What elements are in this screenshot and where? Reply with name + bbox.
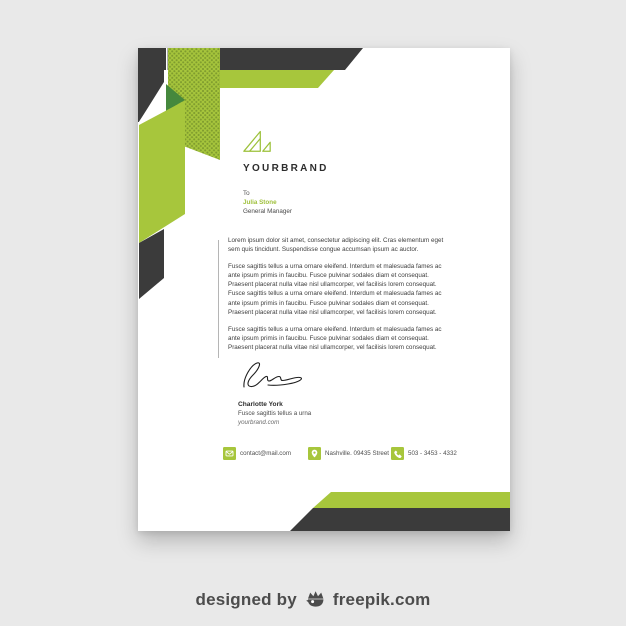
top-green-band: [178, 70, 334, 88]
credit-prefix: designed by: [195, 590, 297, 609]
bottom-green-stripe: [313, 492, 510, 508]
brand-block: [243, 128, 329, 174]
contact-phone-text: 503 - 3453 - 4332: [408, 450, 457, 457]
left-dark-column: [138, 48, 164, 122]
lower-dark-column: [139, 229, 164, 299]
recipient-title: General Manager: [243, 208, 293, 215]
credit-brand: freepik.com: [332, 590, 431, 609]
signer-name: Charlotte York: [238, 401, 283, 408]
paragraph-1: Lorem ipsum dolor sit amet, consectetur adipiscing elit. Cras elementum eget sem quis tincidunt. Suspendisse congue accumsan ipsum ac auctor.: [228, 237, 444, 254]
contact-row: [138, 447, 510, 463]
letter-page: [138, 48, 510, 531]
fold-dark-green-triangle: [166, 84, 185, 111]
recipient-label: To: [243, 190, 250, 197]
contact-email-text: contact@mail.com: [240, 450, 291, 457]
contact-address: [308, 447, 389, 460]
contact-email: [223, 447, 291, 460]
contact-phone: [391, 447, 457, 460]
recipient-name: Julia Stone: [243, 199, 277, 206]
phone-icon: [391, 447, 404, 460]
signer-tagline: Fusce sagittis tellus a urna: [238, 410, 312, 417]
green-ribbon: [139, 101, 185, 244]
mountain-chart-icon: [243, 128, 271, 154]
white-seam-diagonal: [139, 83, 166, 124]
paragraph-3: Fusce sagittis tellus a urna ornare eleifend. Interdum et malesuada fames ac ante ipsum primis in faucibu. Fusce pulvinar sodales diam et consequat. Praesent placerat nulla vitae nisl ullamcorper, vel facilisis lorem consequat.: [228, 325, 442, 351]
brand-name: YOURBRAND: [243, 163, 329, 174]
signature-block: [238, 360, 311, 426]
top-dark-band: [138, 48, 363, 70]
credit-line: [0, 585, 626, 615]
handwritten-signature: [238, 360, 310, 394]
bottom-dark-stripe: [290, 508, 510, 531]
freepik-crown-icon: [304, 589, 326, 611]
letter-body: [228, 236, 454, 360]
body-left-rule: [218, 240, 219, 358]
signer-website: yourbrand.com: [238, 419, 280, 426]
contact-address-text: Nashville. 09435 Street: [325, 450, 389, 457]
location-pin-icon: [308, 447, 321, 460]
paragraph-2: Fusce sagittis tellus a urna ornare eleifend. Interdum et malesuada fames ac ante ipsum primis in faucibu. Fusce pulvinar sodales diam et consequat. Praesent placerat nulla vitae nisl ullamcorper, vel facilisis lorem consequat. Fusce sagittis tellus a urna ornare eleifend. Interdum et malesuada fames ac ante ipsum primis in faucibu. Fusce pulvinar sodales diam et consequat. Praesent placerat nulla vitae nisl ullamcorper, vel facilisis lorem consequat.: [228, 263, 442, 316]
dotted-green-column: [168, 48, 220, 160]
recipient-block: [243, 189, 292, 216]
mail-icon: [223, 447, 236, 460]
